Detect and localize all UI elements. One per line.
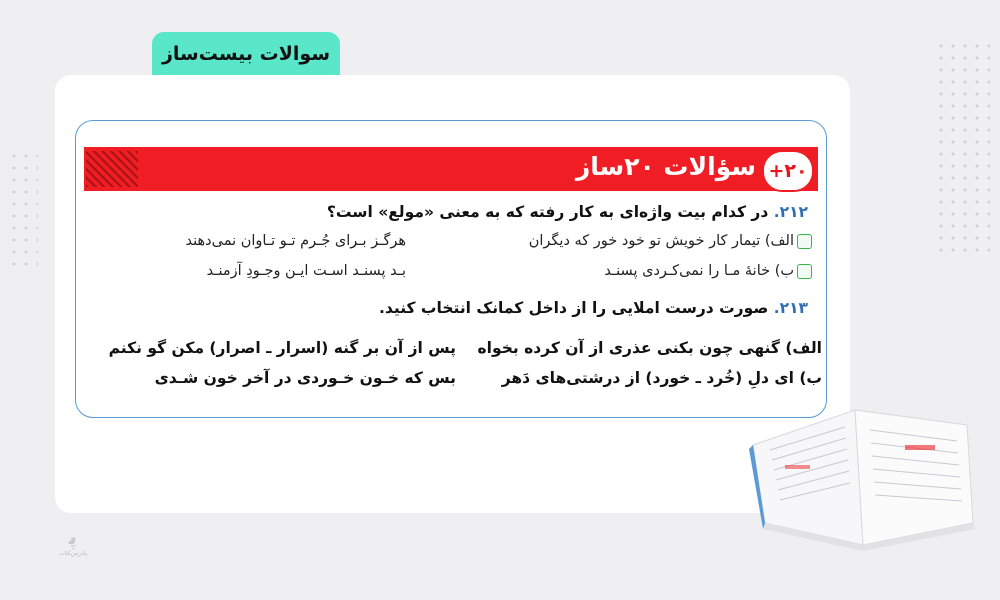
question-212 <box>327 203 808 221</box>
option-label: الف) <box>764 233 794 249</box>
logo-icon: ﭘ <box>68 525 78 550</box>
question-number: ۲۱۳. <box>773 299 808 317</box>
logo-text: پادرس‌کتاب <box>58 550 88 557</box>
option-a-right <box>478 339 822 357</box>
score-badge: +۲۰ <box>762 150 814 192</box>
section-banner <box>84 147 818 191</box>
section-tab[interactable]: سوالات بیست‌ساز <box>152 32 340 76</box>
option-text: تیمار کار خویش تو خود خور که دیگران <box>528 233 761 249</box>
checkbox-icon[interactable] <box>797 264 812 279</box>
option-a-left: هرگـز بـرای جُـرم تـو تـاوان نمی‌دهند <box>185 233 406 249</box>
option-text: گنهی چون بکنی عذری از آن کرده بخواه <box>477 339 780 357</box>
question-text: در کدام بیت واژه‌ای به کار رفته که به معنی «مولع» است؟ <box>326 203 769 221</box>
option-b-left: بـد پسنـد اسـت ایـن وجـودِ آزمنـد <box>206 263 406 279</box>
dot-pattern <box>935 40 990 260</box>
option-b-right <box>502 369 822 387</box>
option-a-left: پس از آن بر گنه (اسرار ـ اصرار) مکن گو نکنم <box>108 339 456 357</box>
brand-logo <box>58 525 88 565</box>
hatch-decoration <box>86 151 138 187</box>
question-213 <box>379 299 808 317</box>
book-illustration <box>745 405 980 555</box>
dot-pattern-left <box>8 150 38 270</box>
option-label: الف) <box>785 339 822 357</box>
option-b-right[interactable] <box>604 263 812 279</box>
option-label: ب) <box>774 263 794 279</box>
checkbox-icon[interactable] <box>797 234 812 249</box>
content-card <box>55 75 850 513</box>
option-label: ب) <box>799 369 822 387</box>
option-a-right[interactable] <box>529 233 812 249</box>
question-sheet <box>75 120 827 418</box>
option-text: ای دلِ (خُرد ـ خورد) از درشتی‌های دَهر <box>501 369 794 387</box>
banner-title: سؤالات ۲۰ساز <box>575 152 756 181</box>
question-text: صورت درست املایی را از داخل کمانک انتخاب کنید. <box>379 299 769 317</box>
question-number: ۲۱۲. <box>773 203 808 221</box>
option-text: خانهٔ مـا را نمی‌کـردی پسنـد <box>604 263 771 279</box>
option-b-left: بس که خـون خـوردی در آخر خون شـدی <box>154 369 456 387</box>
